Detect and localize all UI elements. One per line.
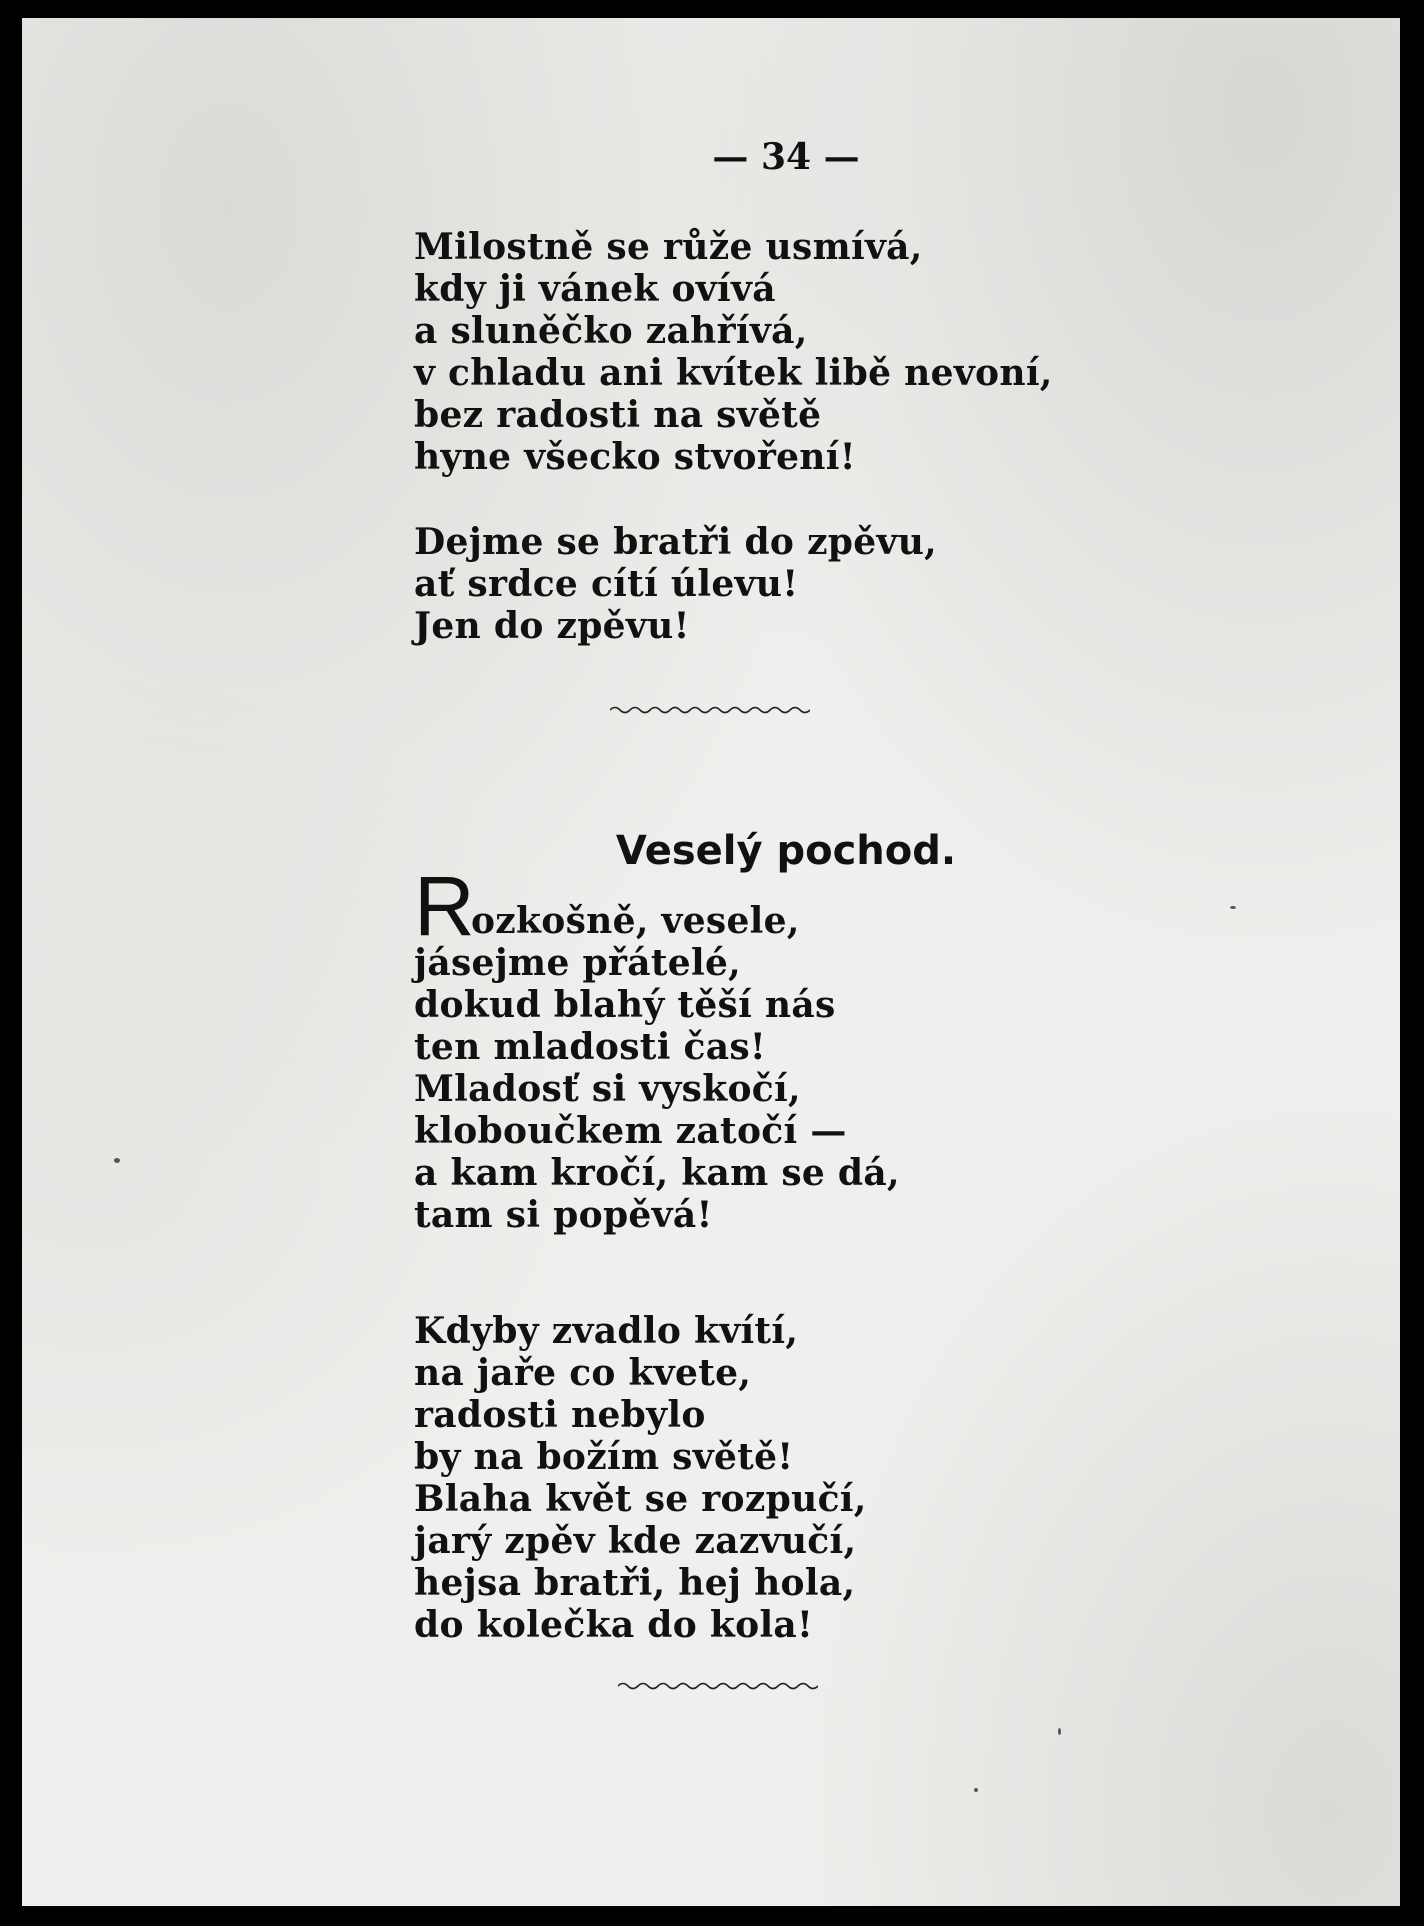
verse-line: radosti nebylo <box>414 1394 706 1436</box>
verse-line: hyne všecko stvoření! <box>414 436 856 478</box>
page-number: — 34 — <box>712 136 860 178</box>
wavy-divider-ornament <box>610 702 810 716</box>
verse-line: tam si popěvá! <box>414 1194 713 1236</box>
verse-line: na jaře co kvete, <box>414 1352 752 1394</box>
verse-line: a kam kročí, kam se dá, <box>414 1152 900 1194</box>
stanza-2 <box>414 521 937 647</box>
verse-line: do kolečka do kola! <box>414 1604 814 1646</box>
first-line-text: ozkošně, vesele, <box>470 900 800 942</box>
verse-line: ať srdce cítí úlevu! <box>414 563 799 605</box>
paper-speck <box>114 1158 120 1163</box>
drop-cap-letter: R <box>414 859 475 953</box>
verse-line: hejsa bratři, hej hola, <box>414 1562 856 1604</box>
first-verse-line <box>414 859 900 953</box>
verse-line: by na božím světě! <box>414 1436 794 1478</box>
stanza-1 <box>414 226 1053 478</box>
verse-line: v chladu ani kvítek libě nevoní, <box>414 352 1053 394</box>
paper-speck <box>1058 1728 1061 1735</box>
poem-title: Veselý pochod. <box>615 828 957 874</box>
verse-line: ten mladosti čas! <box>414 1026 767 1068</box>
verse-line: Mladosť si vyskočí, <box>414 1068 801 1110</box>
verse-line: jarý zpěv kde zazvučí, <box>414 1520 857 1562</box>
wavy-divider-ornament <box>618 1678 818 1692</box>
stanza-4 <box>414 1310 867 1646</box>
scan-edge <box>1400 0 1424 1926</box>
stanza-3 <box>414 859 900 1236</box>
verse-line: Blaha květ se rozpučí, <box>414 1478 867 1520</box>
book-page <box>22 18 1400 1906</box>
verse-line: Milostně se růže usmívá, <box>414 226 923 268</box>
verse-line: jásejme přátelé, <box>414 942 741 984</box>
verse-line: Jen do zpěvu! <box>414 605 690 647</box>
verse-line: Kdyby zvadlo kvítí, <box>414 1310 799 1352</box>
verse-line: a sluněčko zahřívá, <box>414 310 808 352</box>
verse-line: Dejme se bratři do zpěvu, <box>414 521 938 563</box>
verse-line: kdy ji vánek ovívá <box>414 268 776 310</box>
verse-line: dokud blahý těší nás <box>414 984 836 1026</box>
paper-speck <box>1230 906 1236 909</box>
paper-speck <box>974 1788 978 1792</box>
verse-line: bez radosti na světě <box>414 394 822 436</box>
verse-line: kloboučkem zatočí — <box>414 1110 847 1152</box>
